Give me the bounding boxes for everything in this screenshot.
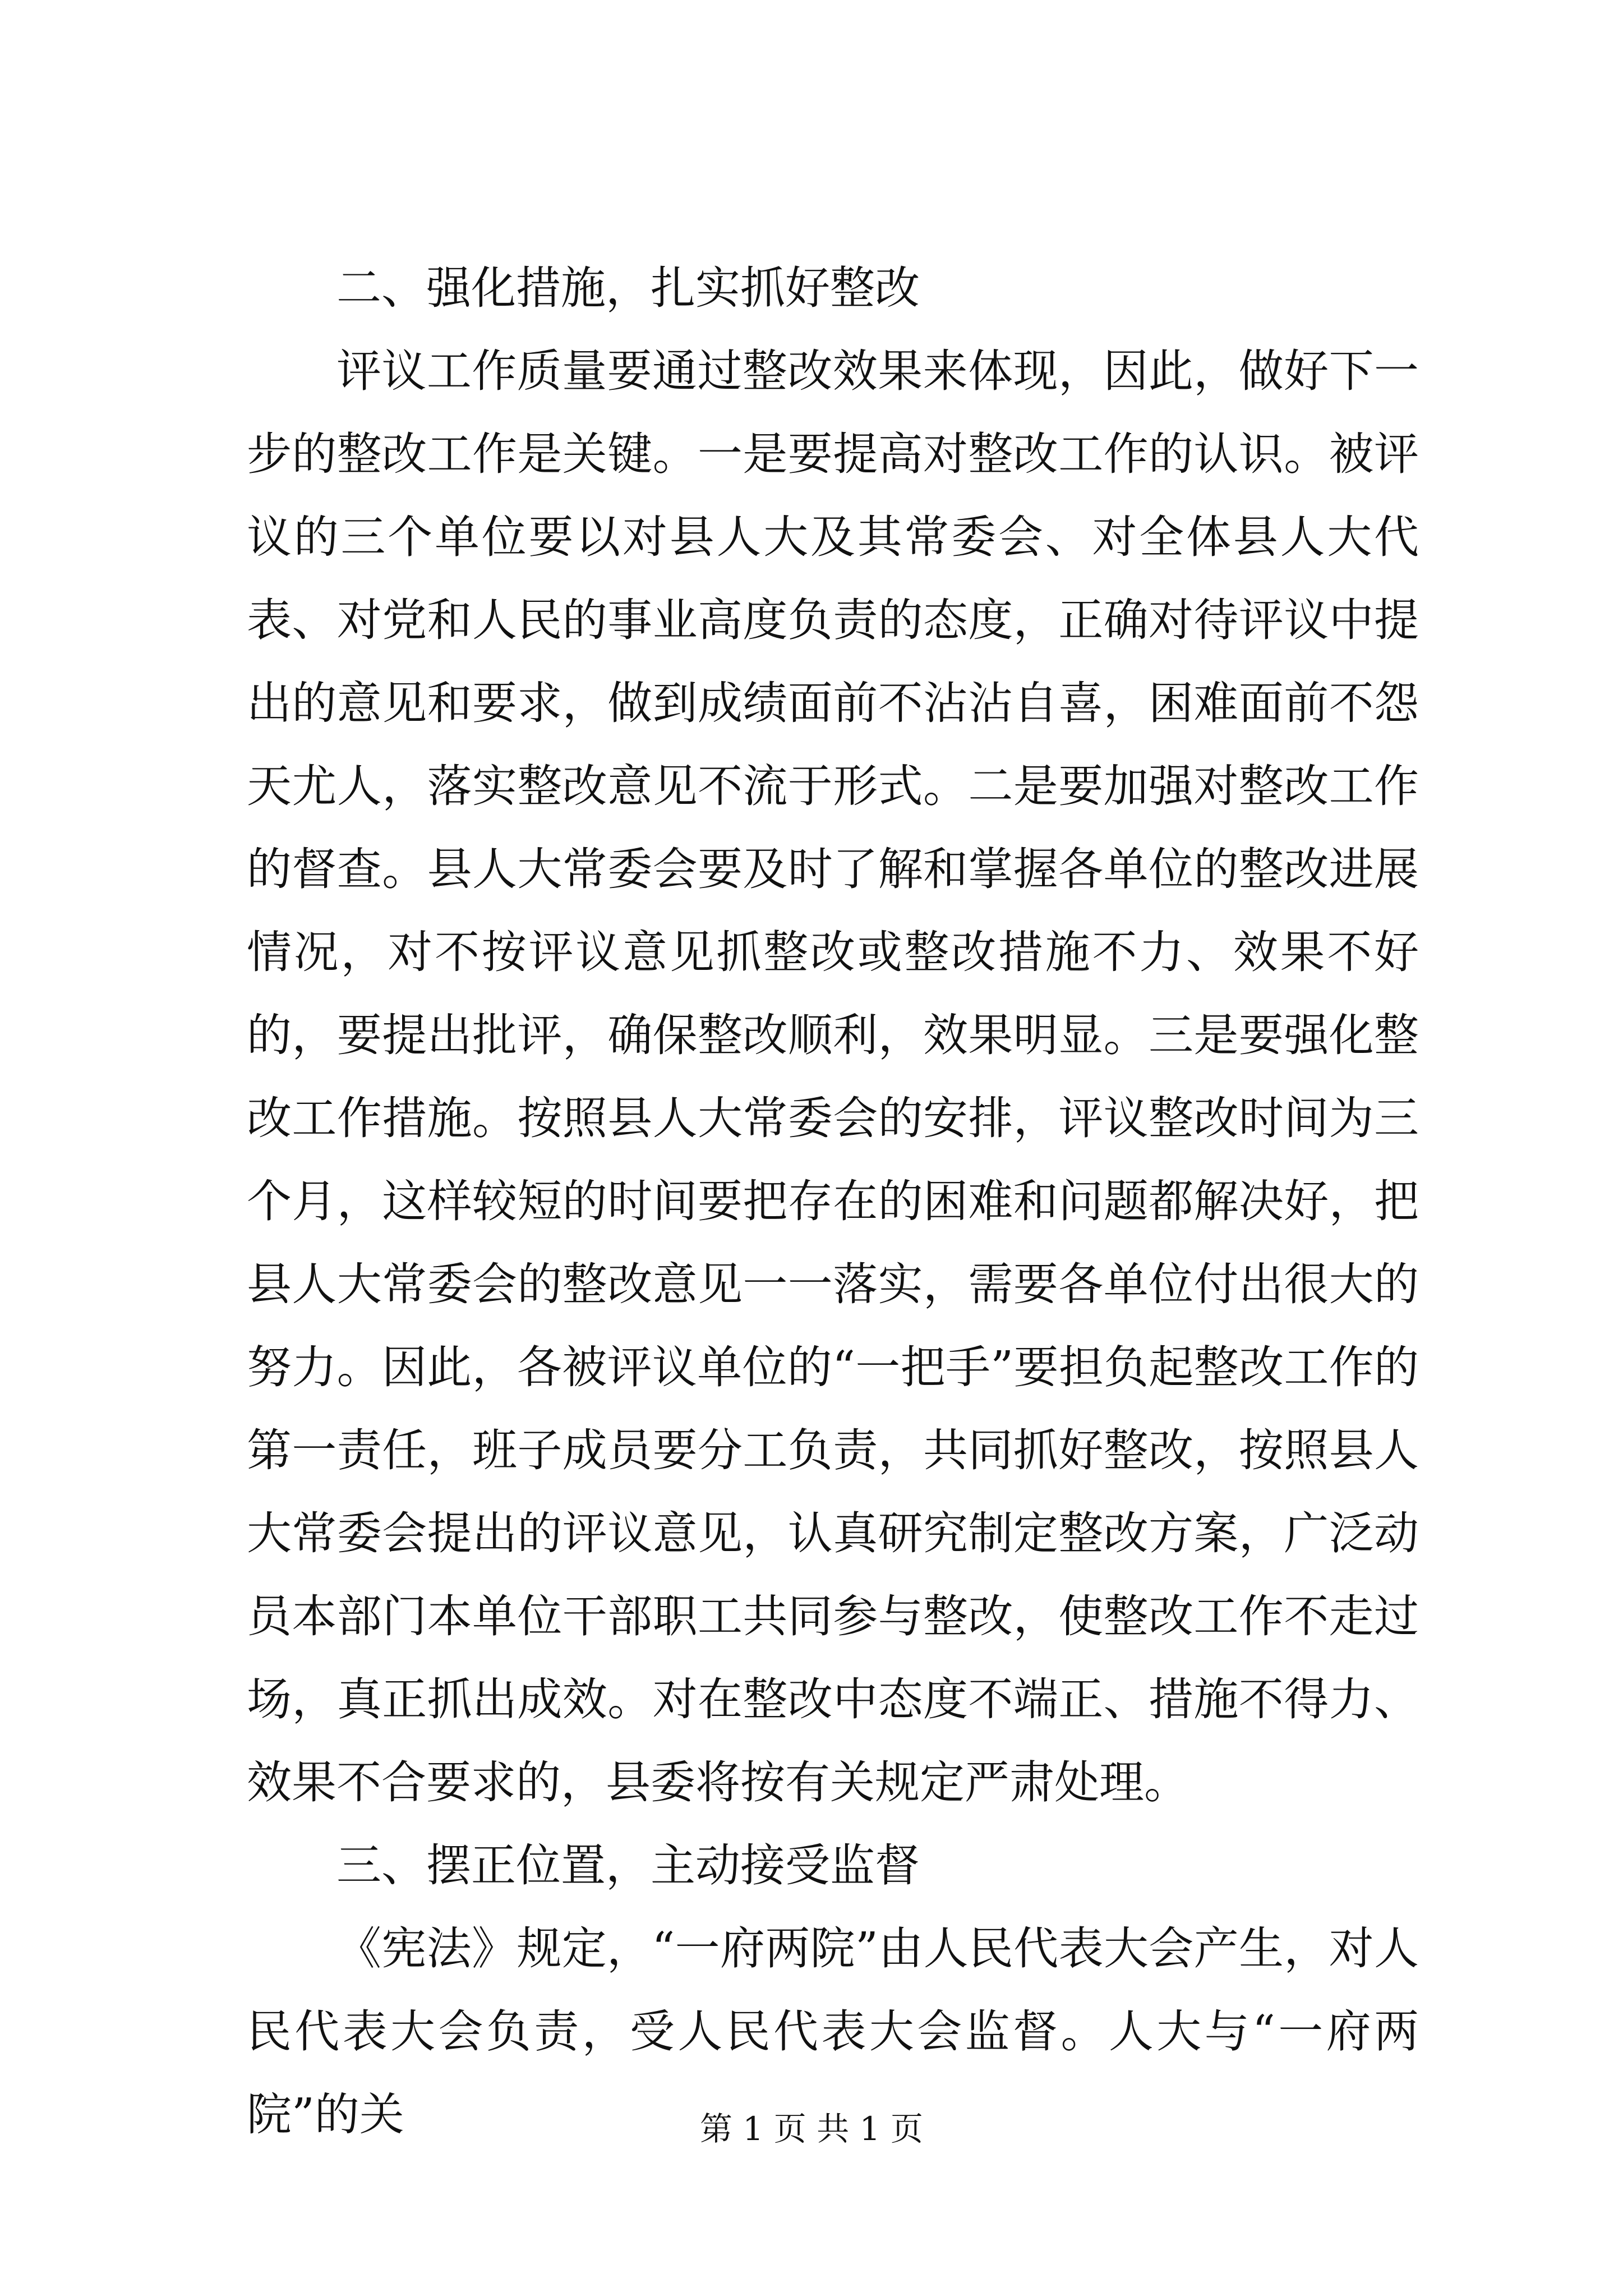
page-footer: 第 1 页 共 1 页 (700, 2110, 923, 2148)
document-body (247, 247, 1419, 2156)
section-heading-3: 三、摆正位置，主动接受监督 (336, 1839, 920, 1892)
section-paragraph-2: 评议工作质量要通过整改效果来体现，因此，做好下一步的整改工作是关键。一是要提高对整改工作的认识。被评议的三个单位要以对县人大及其常委会、对全体县人大代表、对党和人民的事业高度负责的态度，正确对待评议中提出的意见和要求，做到成绩面前不沾沾自喜，困难面前不怨天尤人，落实整改意见不流于形式。二是要加强对整改工作的督查。县人大常委会要及时了解和掌握各单位的整改进展情况，对不按评议意见抓整改或整改措施不力、效果不好的，要提出批评，确保整改顺利，效果明显。三是要强化整改工作措施。按照县人大常委会的安排，评议整改时间为三个月，这样较短的时间要把存在的困难和问题都解决好，把县人大常委会的整改意见一一落实，需要各单位付出很大的努力。因此，各被评议单位的“一把手”要担负起整改工作的第一责任，班子成员要分工负责，共同抓好整改，按照县人大常委会提出的评议意见，认真研究制定整改方案，广泛动员本部门本单位干部职工共同参与整改，使整改工作不走过场，真正抓出成效。对在整改中态度不端正、措施不得力、效果不合要求的，县委将按有关规定严肃处理。 (247, 345, 1419, 1809)
section-paragraph-3: 《宪法》规定，“一府两院”由人民代表大会产生，对人民代表大会负责，受人民代表大会监督。人大与“一府两院”的关 (247, 1922, 1419, 2141)
section-heading-2: 二、强化措施，扎实抓好整改 (336, 262, 920, 314)
